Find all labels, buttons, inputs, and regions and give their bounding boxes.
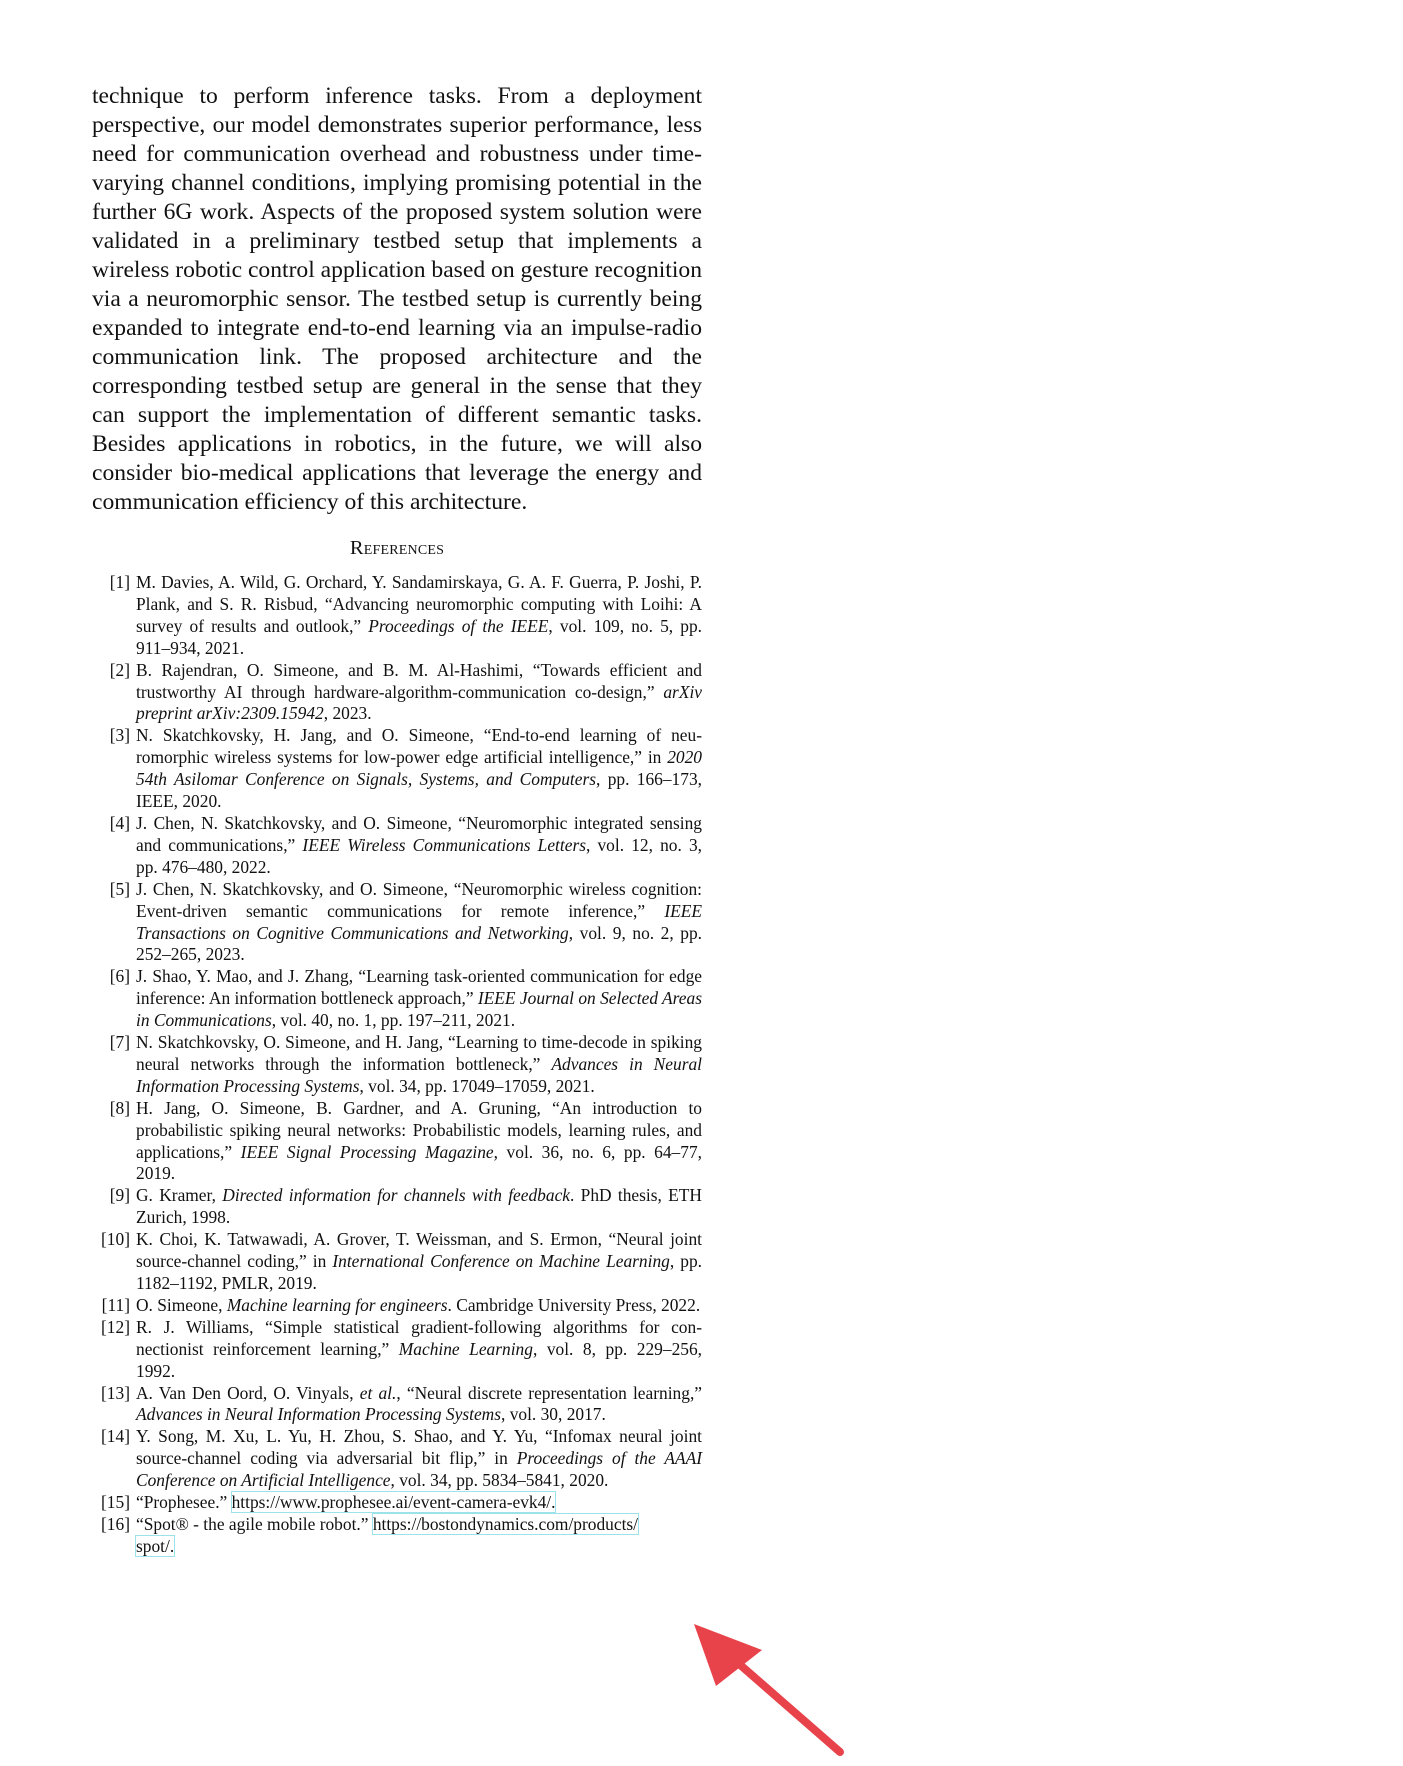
paper-column <box>92 82 702 1558</box>
reference-text: K. Choi, K. Tatwawadi, A. Grover, T. Weissman, and S. Ermon, “Neural joint source-channel coding,” in <box>136 1229 702 1272</box>
reference-10 <box>92 1229 702 1295</box>
reference-text: A. Van Den Oord, O. Vinyals, <box>136 1382 360 1403</box>
reference-link-bostondynamics[interactable]: https://bostondynamics.com/products/ <box>372 1513 639 1534</box>
reference-8 <box>92 1098 702 1186</box>
reference-number: [8] <box>109 1097 130 1118</box>
reference-venue: IEEE Journal on Selected Areas in Communications <box>136 988 702 1031</box>
reference-details: , pp. 166–173, IEEE, 2020. <box>136 769 702 812</box>
reference-number: [16] <box>101 1513 130 1534</box>
reference-number: [1] <box>109 572 130 592</box>
reference-text: R. J. Williams, “Simple statistical gradient-following algorithms for connectionist reinforcement learning,” <box>136 1316 702 1359</box>
reference-text: G. Kramer, <box>136 1185 223 1206</box>
reference-text: “Spot® - the agile mobile robot.” <box>136 1513 373 1534</box>
reference-venue: 2020 54th Asilomar Conference on Signals, Systems, and Computers <box>136 747 702 790</box>
reference-number: [10] <box>101 1229 130 1250</box>
reference-venue: Proceedings of the IEEE <box>368 615 549 636</box>
reference-4 <box>92 813 702 879</box>
reference-details: , vol. 40, no. 1, pp. 197–211, 2021. <box>271 1010 516 1031</box>
reference-7 <box>92 1032 702 1098</box>
reference-3 <box>92 725 702 813</box>
reference-2 <box>92 660 702 726</box>
reference-venue: Proceedings of the AAAI Conference on Artificial Intelligence <box>136 1448 702 1491</box>
reference-number: [7] <box>109 1032 130 1053</box>
reference-details: , vol. 12, no. 3, pp. 476–480, 2022. <box>136 834 702 877</box>
reference-details: , 2023. <box>323 703 372 724</box>
reference-text: Y. Song, M. Xu, L. Yu, H. Zhou, S. Shao, and Y. Yu, “Infomax neural joint source-channel coding via adversarial bit flip,” in <box>136 1426 702 1469</box>
reference-number: [15] <box>101 1492 130 1513</box>
reference-etal: et al. <box>359 1382 397 1403</box>
reference-number: [3] <box>109 725 130 746</box>
reference-text: H. Jang, O. Simeone, B. Gardner, and A. Gruning, “An introduction to probabilistic spiking neural networks: Probabilistic models, learning rules, and applications,” <box>136 1097 702 1162</box>
reference-15 <box>92 1492 702 1514</box>
reference-number: [5] <box>109 878 130 899</box>
arrow-shaft <box>730 1656 840 1752</box>
reference-text: J. Chen, N. Skatchkovsky, and O. Simeone, “Neuromorphic integrated sensing and communications,” <box>136 812 702 855</box>
reference-venue: IEEE Signal Processing Magazine <box>240 1141 494 1162</box>
reference-number: [9] <box>109 1185 130 1206</box>
reference-16 <box>92 1514 702 1558</box>
reference-6 <box>92 966 702 1032</box>
reference-number: [14] <box>101 1426 130 1447</box>
reference-details: , vol. 8, pp. 229–256, 1992. <box>136 1338 702 1381</box>
reference-number: [6] <box>109 966 130 987</box>
reference-details: . Cambridge University Press, 2022. <box>447 1294 701 1315</box>
reference-14 <box>92 1426 702 1492</box>
reference-text: “Prophesee.” <box>136 1492 232 1513</box>
reference-text: O. Simeone, <box>136 1294 227 1315</box>
reference-text: J. Chen, N. Skatchkovsky, and O. Simeone, “Neuromorphic wireless cognition: Event-driven semantic communications for remote inference,” <box>136 878 702 921</box>
reference-venue: arXiv preprint arXiv:2309.15942 <box>136 681 702 724</box>
reference-details: . PhD thesis, ETH Zurich, 1998. <box>136 1185 702 1228</box>
reference-details: , vol. 34, pp. 5834–5841, 2020. <box>390 1470 609 1491</box>
arrow-pointer-icon <box>690 1610 870 1766</box>
reference-title: , “Neural discrete representation learning,” <box>396 1382 703 1403</box>
reference-13 <box>92 1383 702 1427</box>
body-paragraph: technique to perform inference tasks. From a deployment perspective, our model demonstrates superior performance, less need for communication overhead and robustness under time-varying channel conditions, implying promising potential in the further 6G work. Aspects of the proposed system solution were validated in a preliminary testbed setup that implements a wireless robotic control application based on gesture recognition via a neuromorphic sensor. The testbed setup is currently being expanded to integrate end-to-end learning via an impulse-radio communication link. The proposed architecture and the corresponding testbed setup are general in the sense that they can support the implementation of different semantic tasks. Besides applications in robotics, in the future, we will also consider bio-medical applications that leverage the energy and communication efficiency of this architecture. <box>92 83 702 515</box>
reference-text: M. Davies, A. Wild, G. Orchard, Y. Sandamirskaya, G. A. F. Guerra, P. Joshi, P. Plank, and S. R. Risbud, “Advancing neuromorphic computing with Loihi: A survey of results and outlook,” <box>136 572 702 636</box>
reference-11 <box>92 1295 702 1317</box>
reference-1 <box>92 572 702 660</box>
reference-link-bostondynamics-cont[interactable]: spot/. <box>136 1535 175 1556</box>
reference-details: , vol. 34, pp. 17049–17059, 2021. <box>359 1075 595 1096</box>
reference-link-prophesee[interactable]: https://www.prophesee.ai/event-camera-evk4/. <box>231 1492 556 1513</box>
reference-details: , pp. 1182–1192, PMLR, 2019. <box>136 1251 702 1293</box>
reference-venue: Advances in Neural Information Processing Systems <box>136 1404 501 1425</box>
reference-text: N. Skatchkovsky, H. Jang, and O. Simeone, “End-to-end learning of neuromorphic wireless systems for low-power edge artificial intelligence,” in <box>136 725 702 768</box>
references-list <box>92 572 702 1558</box>
reference-text: N. Skatchkovsky, O. Simeone, and H. Jang, “Learning to time-decode in spiking neural networks through the information bottleneck,” <box>136 1032 702 1074</box>
reference-5 <box>92 879 702 967</box>
reference-venue: IEEE Wireless Communications Letters <box>302 834 586 855</box>
reference-venue: Advances in Neural Information Processing Systems <box>136 1053 702 1096</box>
reference-number: [13] <box>101 1382 130 1403</box>
reference-details: , vol. 30, 2017. <box>501 1404 606 1425</box>
reference-9 <box>92 1185 702 1229</box>
reference-details: , vol. 9, no. 2, pp. 252–265, 2023. <box>136 922 703 965</box>
reference-number: [4] <box>109 812 130 833</box>
reference-12 <box>92 1317 702 1383</box>
reference-details: , vol. 109, no. 5, pp. 911–934, 2021. <box>136 615 702 658</box>
references-heading: References <box>349 537 445 559</box>
reference-number: [2] <box>109 659 130 680</box>
reference-venue: Directed information for channels with feedback <box>222 1185 571 1206</box>
reference-venue: Machine learning for engineers <box>226 1294 448 1315</box>
reference-number: [12] <box>101 1316 130 1337</box>
reference-text: J. Shao, Y. Mao, and J. Zhang, “Learning task-oriented communication for edge inference: An information bottleneck approach,” <box>136 966 702 1009</box>
reference-venue: Machine Learning <box>398 1338 533 1359</box>
reference-venue: IEEE Transactions on Cognitive Communications and Networking <box>136 900 702 943</box>
reference-number: [11] <box>101 1294 130 1315</box>
reference-details: , vol. 36, no. 6, pp. 64–77, 2019. <box>136 1141 702 1184</box>
reference-text: B. Rajendran, O. Simeone, and B. M. Al-Hashimi, “Towards efficient and trustworthy AI through hardware-algorithm-communication co-design,” <box>136 659 702 702</box>
reference-venue: International Conference on Machine Learning <box>332 1251 670 1272</box>
